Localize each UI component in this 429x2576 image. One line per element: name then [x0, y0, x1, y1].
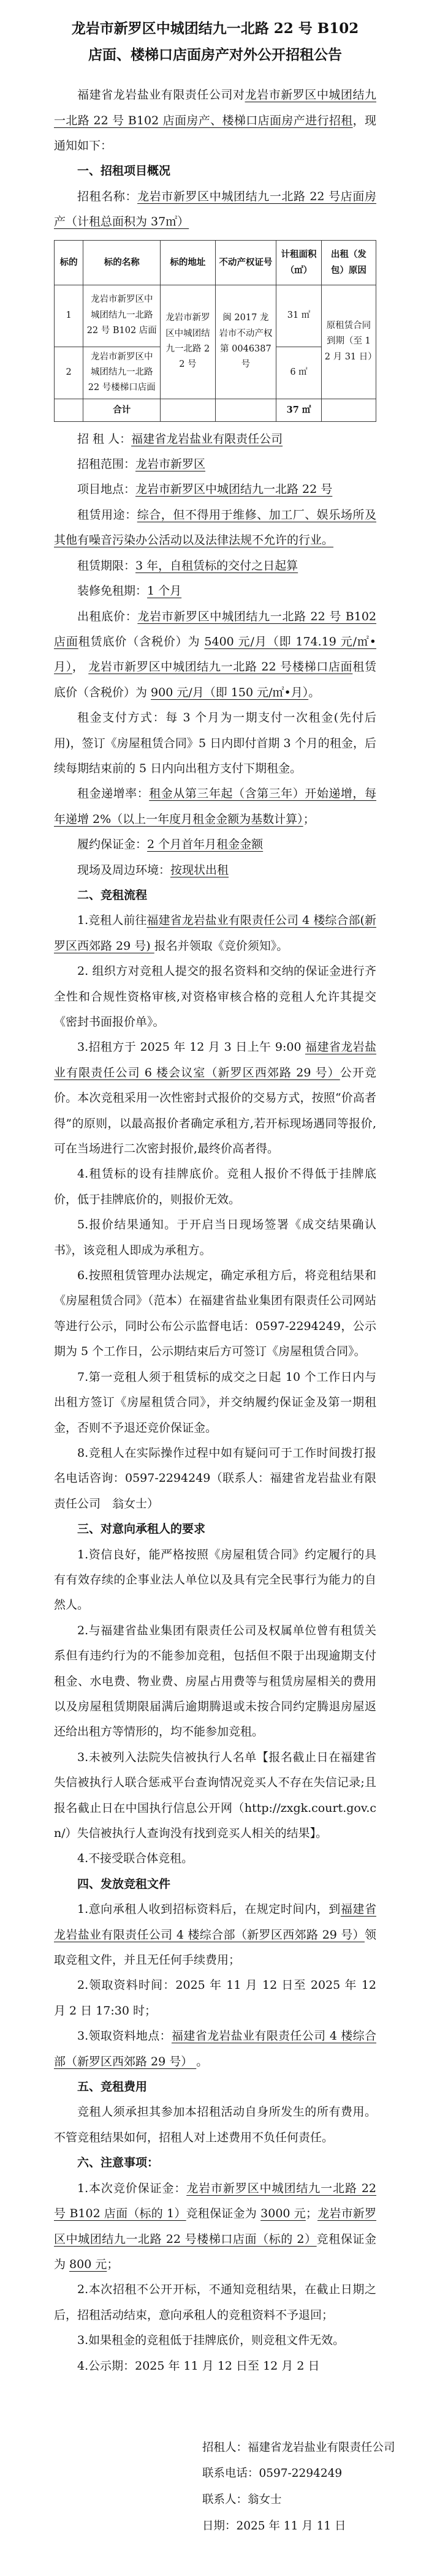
text-run: 6.按照租赁管理办法规定，确定承租方后，将竞租结果和《房屋租赁合同》（范本）在福建省盐业集团有限责任公司网站等进行公示，同时公布公示监督电话：0597-2294249，公示期为 5 个工作日，公示期结束后方可签订《房屋租赁合同》。	[54, 1269, 376, 1359]
table-cell: 6 ㎡	[276, 347, 322, 399]
text-run: 2. 组织方对竞租人提交的报名资料和交纳的保证金进行齐全性和合规性资格审核,对资格审核合格的竞租人允许其提交《密封书面报价单》。	[54, 964, 376, 1029]
text-run: 2.与福建省盐业集团有限责任公司及权属单位曾有租赁关系但有违约行为的不能参加竞租，包括但不限于出现逾期支付租金、水电费、物业费、房屋占用费等与租赁房屋相关的费用以及房屋租赁期限届满后逾期腾退或未按合同约定腾退房屋返还给出租方等情形的，均不能参加竞租。	[54, 1623, 376, 1739]
property-table	[54, 240, 376, 422]
text-run: 龙岩市新罗区中城团结九一北路 22 号 B102 店面	[54, 609, 376, 648]
text-run: 龙岩市新罗区中城团结九一北路 22 号 B102 店面（标的 1）	[54, 2181, 376, 2221]
signature-block	[202, 2435, 395, 2539]
table-cell: 闽 2017 龙岩市不动产权第 0046387 号	[215, 285, 276, 399]
page-title	[54, 16, 376, 68]
text-run: 3.未被列入法院失信被执行人名单【报名截止日在福建省失信被执行人联合惩戒平台查询情况竞买人不存在失信记录;且报名截止日在中国执行信息公开网（http://zxgk.court.gov.cn/）失信被执行人查询没有找到竞买人相关的结果】。	[54, 1750, 376, 1840]
text-run: 福建省龙岩盐业有限责任公司 4 楼综合部(新罗区西郊路 29 号)	[54, 914, 376, 953]
table-header-row	[55, 240, 376, 285]
paragraph	[54, 781, 376, 832]
section-heading	[54, 2075, 376, 2100]
paragraph	[54, 2100, 376, 2150]
paragraph	[54, 832, 376, 857]
paragraph	[54, 1846, 376, 1871]
text-run: 3000 元	[260, 2207, 306, 2221]
table-cell: 37 ㎡	[276, 399, 322, 421]
paragraph	[54, 579, 376, 604]
paragraph	[54, 477, 376, 502]
section-heading	[54, 1517, 376, 1542]
table-cell: 31 ㎡	[276, 285, 322, 347]
text-run: 1.竞租人前往	[77, 914, 147, 928]
paragraph	[54, 83, 376, 159]
text-run: 福建省龙岩盐业有限责任公司	[131, 432, 283, 446]
text-run: 5.报价结果通知。于开启当日现场签署《成交结果确认书》，该竞租人即成为承租方。	[54, 1218, 376, 1257]
text-run: 3.领取资料地点：	[77, 2029, 172, 2043]
section-heading	[54, 2150, 376, 2176]
paragraph	[54, 2176, 376, 2278]
paragraph	[54, 1212, 376, 1263]
paragraph	[54, 604, 376, 706]
text-run: ，现通知如下：	[54, 113, 376, 152]
table-cell	[215, 399, 276, 421]
text-run: 四、发放竞租文件	[77, 1877, 171, 1891]
text-run: 项目地点：	[77, 483, 136, 497]
signature-line: 日期：2025 年 11 月 11 日	[202, 2519, 346, 2533]
title-line: 店面、楼梯口店面房产对外公开招租公告	[88, 46, 342, 63]
paragraph	[54, 858, 376, 883]
paragraph	[54, 959, 376, 1035]
text-run: 。	[308, 685, 321, 699]
paragraph	[54, 1035, 376, 1162]
text-run: 3.招租方于 2025 年 12 月 3 日上午 9:00	[77, 1040, 305, 1054]
text-run: 竞租保证金为	[186, 2207, 261, 2221]
text-run: 租金递增率：	[77, 787, 150, 801]
section-heading	[54, 159, 376, 184]
text-run: 租赁底价（含税价）为	[78, 634, 205, 648]
paragraph	[54, 184, 376, 235]
paragraph	[54, 452, 376, 477]
paragraph	[54, 908, 376, 959]
section-heading	[54, 1872, 376, 1897]
paragraph	[54, 2024, 376, 2075]
paragraph	[54, 1162, 376, 1212]
paragraph	[54, 503, 376, 554]
table-row	[55, 399, 376, 421]
paragraph	[54, 1441, 376, 1517]
text-run: 3 年，自租赁标的交付之日起算	[135, 558, 298, 573]
paragraph	[54, 1365, 376, 1441]
text-run: 龙岩市新罗区中城团结九一北路 22 号楼梯口店面	[88, 660, 353, 674]
text-run: 竞租保证金为	[54, 2232, 376, 2271]
text-run: 租金支付方式：每 3 个月为一期支付一次租金(先付后用)，签订《房屋租赁合同》5 日内即付首期 3 个月的租金，后续每期结束前的 5 日内向出租方支付下期租金。	[54, 711, 376, 775]
text-run: 租赁期限：	[77, 558, 136, 573]
text-run: 2.领取资料时间：2025 年 11 月 12 日至 2025 年 12 月 2 日 17:30 时；	[54, 1978, 376, 2018]
text-run: 1.本次竞价保证金：	[77, 2181, 187, 2195]
table-row	[55, 285, 376, 347]
text-run: 龙岩市新罗区中城团结九一北路 22 号	[135, 483, 333, 497]
text-run: 综合，但不得用于维修、加工厂、娱乐场所及其他有噪音污染办公活动以及法律法规不允许的行业。	[54, 508, 376, 547]
text-run: ；	[303, 812, 315, 826]
table-cell	[321, 399, 376, 421]
table-cell: 2	[55, 347, 83, 399]
text-run: 3.如果租金的竞租低于挂牌底价，则竞租文件无效。	[77, 2334, 345, 2348]
paragraph	[54, 1897, 376, 1973]
paragraph	[54, 705, 376, 781]
text-run: 福建省龙岩盐业有限责任公司 4 楼综合部（新罗区西郊路 29 号）	[54, 1902, 376, 1942]
text-run: 出租底价：	[77, 609, 138, 623]
paragraph	[54, 2277, 376, 2328]
paragraph	[54, 2328, 376, 2353]
text-run: 8.竞租人在实际操作过程中如有疑问可于工作时间拨打报名电话咨询：0597-2294249（联系人：福建省龙岩盐业有限责任公司 翁女士）	[54, 1446, 376, 1511]
text-run: 竞租人须承担其参加本招租活动自身所发生的所有费用。不管竞租结果如何，招租人对上述费用不负任何责任。	[54, 2105, 376, 2144]
table-cell: 龙岩市新罗区中城团结九一北路 22 号楼梯口店面	[83, 347, 161, 399]
text-run: 800 元	[69, 2257, 107, 2271]
document-body	[54, 83, 376, 2379]
text-run: 现场及周边环境：	[77, 863, 171, 877]
title-line: 龙岩市新罗区中城团结九一北路 22 号 B102	[71, 20, 359, 37]
text-run: ，	[72, 660, 89, 674]
paragraph	[54, 1263, 376, 1365]
text-run: 龙岩市新罗区中城团结九一北路 22 号 B102 店面房产、楼梯口店面房产进行招租	[54, 88, 376, 127]
text-run: 招租名称：	[77, 189, 138, 203]
section-heading	[54, 883, 376, 908]
table-header-cell: 计租面积（㎡）	[276, 240, 322, 285]
table-cell	[55, 399, 83, 421]
text-run: 龙岩市新罗区	[135, 457, 206, 471]
text-run: 履约保证金：	[77, 838, 148, 852]
text-run: 福建省龙岩盐业有限责任公司对	[77, 88, 245, 102]
table-header-cell: 标的	[55, 240, 83, 285]
signature-line: 联系人：翁女士	[202, 2493, 282, 2507]
table-cell: 合计	[83, 399, 161, 421]
paragraph	[54, 1618, 376, 1745]
text-run: 报名并领取《竞价须知》。	[154, 939, 289, 953]
paragraph	[54, 2354, 376, 2379]
text-run: 六、注意事项：	[77, 2156, 159, 2170]
table-header-cell: 标的地址	[161, 240, 215, 285]
text-run: 4.不接受联合体竞租。	[77, 1852, 194, 1866]
text-run: 龙岩市新罗区中城团结九一北路 22 号店面房产（计租总面积为 37㎡）	[54, 189, 376, 229]
text-run: 5400 元/月（即 174.19 元/㎡•月）	[54, 634, 376, 674]
text-run: 900 元/月（即 150 元/㎡•月）	[151, 685, 309, 699]
text-run: 一、招租项目概况	[77, 164, 171, 178]
table-cell: 龙岩市新罗区中城团结九一北路 22 号 B102 店面	[83, 285, 161, 347]
table-cell	[161, 399, 215, 421]
text-run: 7.第一竞租人须于租赁标的成交之日起 10 个工作日内与出租方签订《房屋租赁合同》，并交纳履约保证金及第一期租金，否则不予退还竞价保证金。	[54, 1370, 376, 1435]
signature-line: 联系电话：0597-2294249	[202, 2467, 343, 2480]
table-cell: 原租赁合同到期（至 12 月 31 日）	[321, 285, 376, 399]
text-run: 2.本次招租不公开开标，不通知竞租结果，在截止日期之后，招租活动结束，意向承租人的竞租资料不予退回；	[54, 2283, 376, 2322]
paragraph	[54, 1973, 376, 2024]
table-cell: 龙岩市新罗区中城团结九一北路 22 号	[161, 285, 215, 399]
paragraph	[54, 427, 376, 452]
text-run: 4.租赁标的设有挂牌底价。竞租人报价不得低于挂牌底价，低于挂牌底价的，则报价无效。	[54, 1167, 376, 1206]
text-run: 租金从第三年起（含第三年）开始递增，每年递增 2%（以上一年度月租金金额为基数计算）	[54, 787, 376, 826]
text-run: 公开竞价。本次竞租采用一次性密封式报价的交易方式，按照“价高者得”的原则，以最高报价者确定承租方,若开标现场遇同等报价,可在当场进行二次密封报价,最终价高者得。	[54, 1065, 376, 1156]
text-run: 1.意向承租人收到招标资料后，在规定时间内，到	[77, 1902, 341, 1917]
text-run: 福建省龙岩盐业有限责任公司 4 楼综合部（新罗区西郊路 29 号）	[54, 2029, 376, 2068]
text-run: 二、竞租流程	[77, 888, 148, 902]
signature-line: 招租人：福建省龙岩盐业有限责任公司	[202, 2441, 395, 2454]
text-run: 2 个月首年月租金金额	[147, 838, 264, 852]
table-header-cell: 出租（发包）原因	[321, 240, 376, 285]
text-run: 租赁底价（含税价）为	[54, 660, 376, 699]
text-run: 装修免租期：	[77, 584, 148, 598]
table-header-cell: 标的名称	[83, 240, 161, 285]
text-run: 三、对意向承租人的要求	[77, 1522, 206, 1536]
table-cell: 1	[55, 285, 83, 347]
text-run: 4.公示期：2025 年 11 月 12 日至 12 月 2 日	[77, 2359, 320, 2373]
text-run: 招 租 人：	[77, 432, 132, 446]
paragraph	[54, 1542, 376, 1618]
text-run: 五、竞租费用	[77, 2080, 148, 2094]
text-run: 1.资信良好，能严格按照《房屋租赁合同》约定履行的具有有效存续的企事业法人单位以及具有完全民事行为能力的自然人。	[54, 1547, 376, 1612]
text-run: 租赁用途：	[77, 508, 137, 522]
text-run: 1 个月	[147, 584, 182, 598]
text-run: ；	[305, 2207, 317, 2221]
text-run: 龙岩市新罗区中城团结九一北路 22 号楼梯口店面（标的 2）	[54, 2207, 376, 2246]
text-run: 福建省龙岩盐业有限责任公司 6 楼会议室（新罗区西郊路 29 号）	[54, 1040, 376, 1080]
text-run: ；	[107, 2257, 119, 2271]
text-run: 。	[196, 2054, 208, 2068]
text-run: 领取竞租文件，并且无任何手续费用；	[54, 1928, 376, 1967]
paragraph	[54, 1745, 376, 1847]
paragraph	[54, 554, 376, 579]
text-run: 按现状出租	[170, 863, 229, 877]
text-run: 招租范围：	[77, 457, 136, 471]
table-header-cell: 不动产权证号	[215, 240, 276, 285]
